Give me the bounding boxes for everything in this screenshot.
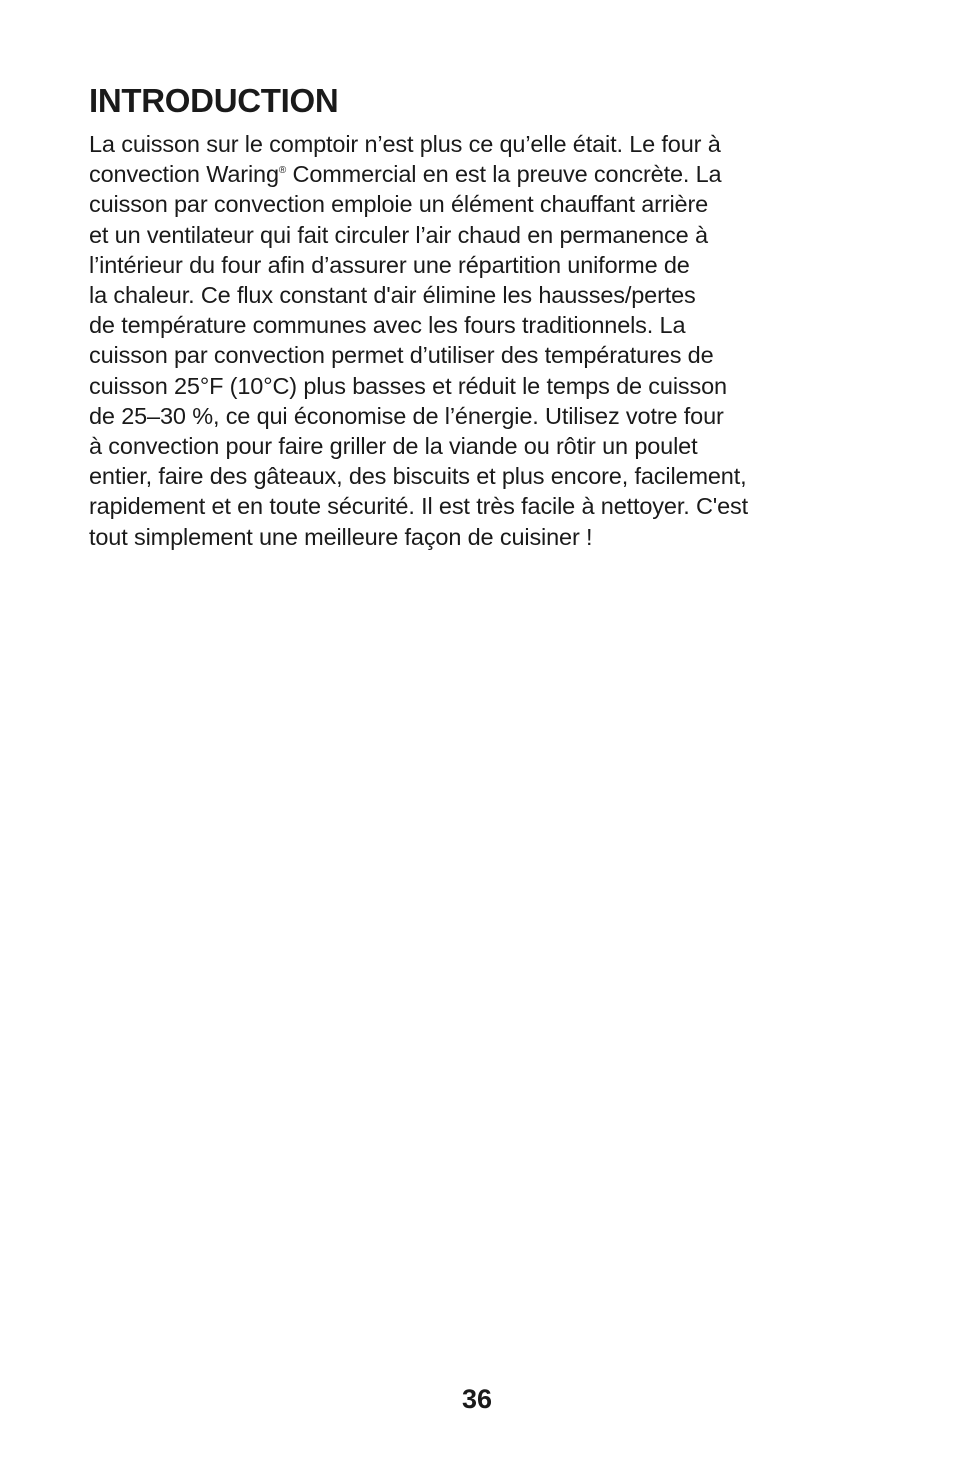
page-number: 36 — [461, 1384, 493, 1414]
paragraph-line: et un ventilateur qui fait circuler l’air chaud en permanence à — [89, 221, 708, 248]
paragraph-line: à convection pour faire griller de la viande ou rôtir un poulet — [89, 433, 698, 460]
paragraph-line — [89, 159, 889, 189]
paragraph-line: cuisson par convection permet d’utiliser des températures de — [89, 342, 714, 369]
paragraph-line-end: Commercial en est la preuve concrète. La — [286, 161, 722, 188]
paragraph-line: cuisson par convection emploie un élément chauffant arrière — [89, 191, 709, 218]
introduction-paragraph — [89, 129, 889, 552]
paragraph-line: de température communes avec les fours traditionnels. La — [89, 312, 686, 339]
paragraph-line: la chaleur. Ce flux constant d'air élimine les hausses/pertes — [89, 282, 696, 309]
paragraph-line: rapidement et en toute sécurité. Il est très facile à nettoyer. C'est — [89, 493, 749, 520]
paragraph-line: tout simplement une meilleure façon de cuisiner ! — [89, 523, 593, 550]
paragraph-line-start: convection Waring — [89, 161, 279, 188]
paragraph-line: l’intérieur du four afin d’assurer une répartition uniforme de — [89, 251, 690, 278]
paragraph-line: cuisson 25°F (10°C) plus basses et réduit le temps de cuisson — [89, 372, 727, 399]
paragraph-line: entier, faire des gâteaux, des biscuits et plus encore, facilement, — [89, 463, 747, 490]
section-heading: INTRODUCTION — [89, 82, 339, 119]
paragraph-line: de 25–30 %, ce qui économise de l’énergie. Utilisez votre four — [89, 402, 724, 429]
paragraph-line: La cuisson sur le comptoir n’est plus ce qu’elle était. Le four à — [89, 131, 721, 157]
registered-trademark-mark: ® — [278, 165, 287, 177]
